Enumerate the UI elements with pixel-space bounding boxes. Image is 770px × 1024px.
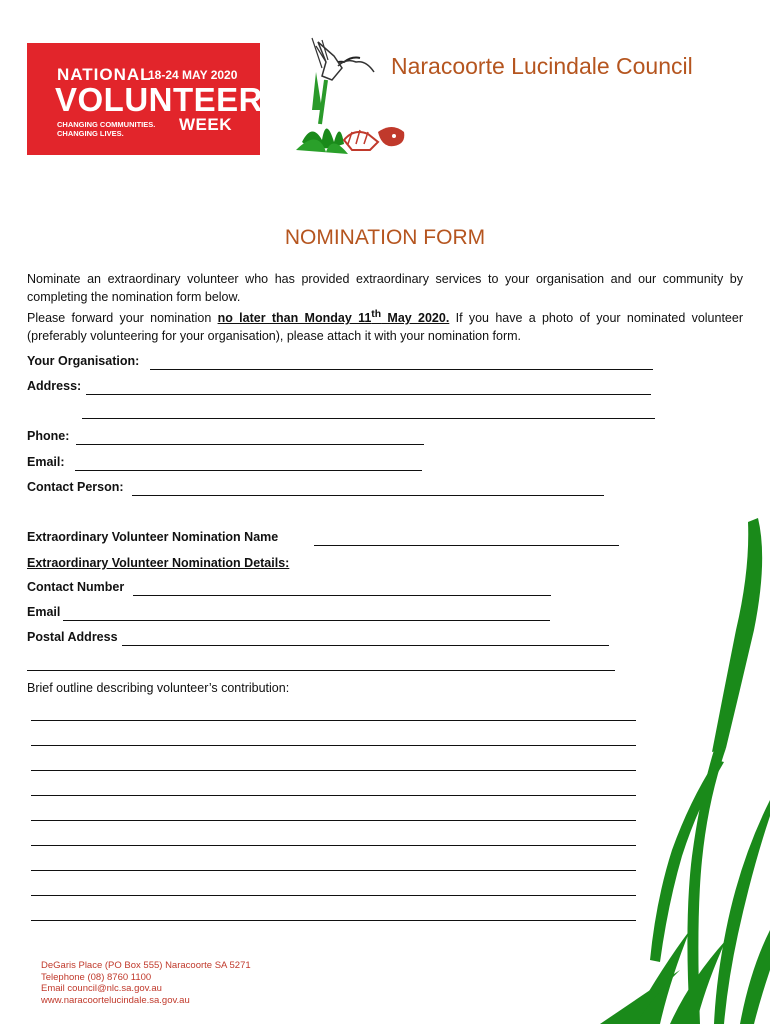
footer-email[interactable]: Email council@nlc.sa.gov.au (41, 983, 162, 994)
nominee-email-label: Email (27, 605, 61, 619)
logo-tagline-line2: CHANGING LIVES. (57, 129, 124, 138)
address-label: Address: (27, 379, 82, 393)
logo-dates-text: 18-24 MAY 2020 (148, 68, 238, 82)
council-emblem-icon (282, 32, 412, 162)
contact-person-label: Contact Person: (27, 480, 124, 494)
postal-address-label: Postal Address (27, 630, 118, 644)
logo-tagline (57, 120, 155, 138)
deadline-superscript: th (371, 309, 382, 320)
contact-number-input-line[interactable] (133, 595, 551, 596)
logo-week-text: WEEK (179, 115, 232, 134)
footer-address: DeGaris Place (PO Box 555) Naracoorte SA 5271 (41, 960, 251, 971)
postal-address-input-line-1[interactable] (122, 645, 609, 646)
organisation-input-line[interactable] (150, 369, 653, 370)
nominee-email-input-line[interactable] (63, 620, 550, 621)
phone-input-line[interactable] (76, 444, 424, 445)
intro-paragraph-1: Nominate an extraordinary volunteer who has provided extraordinary services to your organisation and our community by completing the nomination form below. (27, 272, 743, 304)
logo-volunteer-text: VOLUNTEER (55, 81, 264, 118)
intro-text (27, 270, 743, 345)
form-title: NOMINATION FORM (284, 226, 486, 249)
address-input-line-1[interactable] (86, 394, 651, 395)
logo-tagline-line1: CHANGING COMMUNITIES. (57, 120, 156, 129)
email-label: Email: (27, 455, 65, 469)
footer-website[interactable]: www.naracoortelucindale.sa.gov.au (41, 994, 190, 1006)
postal-address-input-line-2[interactable] (27, 670, 615, 671)
council-name: Naracoorte Lucindale Council (391, 53, 693, 79)
contact-person-input-line[interactable] (132, 495, 604, 496)
outline-label: Brief outline describing volunteer’s contribution: (27, 681, 290, 695)
organisation-label: Your Organisation: (27, 354, 140, 368)
footer-contact (41, 960, 251, 1006)
deadline-part-a: no later than Monday 11 (217, 311, 372, 326)
contact-number-label: Contact Number (27, 580, 125, 594)
phone-label: Phone: (27, 429, 70, 443)
nomination-details-heading: Extraordinary Volunteer Nomination Details: (27, 556, 290, 570)
intro-pre: Please forward your nomination (27, 311, 218, 326)
nominee-name-label: Extraordinary Volunteer Nomination Name (27, 530, 279, 544)
email-input-line[interactable] (75, 470, 422, 471)
reed-decoration-icon (540, 500, 770, 1024)
deadline-part-b: May 2020. (381, 311, 450, 326)
logo-national-text: NATIONAL (57, 65, 152, 84)
national-volunteer-week-logo (27, 43, 264, 155)
footer-telephone: Telephone (08) 8760 1100 (41, 971, 152, 983)
deadline-text (218, 311, 450, 325)
intro-paragraph-2 (27, 306, 743, 345)
address-input-line-2[interactable] (82, 418, 655, 419)
intro-post: If you have a photo of your nominated volunteer (preferably volunteering for your organisation), please attach it with your nomination form. (27, 311, 743, 344)
